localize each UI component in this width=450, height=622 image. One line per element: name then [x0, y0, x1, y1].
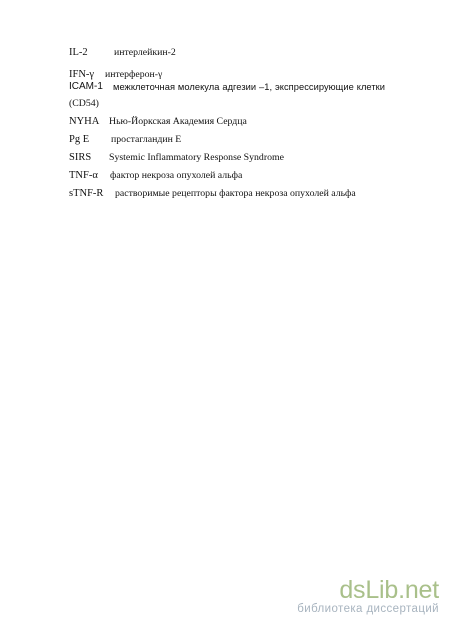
abbreviation-term: ICAM-1: [69, 81, 103, 92]
abbreviation-term: Pg E: [69, 134, 90, 145]
abbreviation-row-nyha: [69, 116, 247, 128]
abbreviation-meaning-continuation: (CD54): [69, 98, 99, 109]
abbreviation-term: NYHA: [69, 116, 100, 127]
abbreviation-meaning: фактор некроза опухолей альфа: [110, 170, 243, 181]
abbreviation-meaning: Systemic Inflammatory Response Syndrome: [109, 152, 284, 163]
abbreviation-term: TNF-α: [69, 170, 98, 181]
abbreviation-meaning: интерферон-γ: [105, 69, 163, 80]
watermark-logo: dsLib.net: [339, 576, 439, 604]
abbreviation-meaning: простагландин Е: [111, 134, 182, 145]
abbreviation-row-il2: [69, 47, 176, 59]
abbreviation-row-cd54: [69, 98, 99, 110]
abbreviation-row-sirs: [69, 152, 284, 164]
abbreviation-meaning: растворимые рецепторы фактора некроза опухолей альфа: [115, 188, 356, 199]
site-watermark: [297, 577, 439, 616]
watermark-subtitle: библиотека диссертаций: [297, 603, 439, 615]
abbreviation-row-icam: [69, 81, 385, 93]
abbreviation-term: SIRS: [69, 152, 92, 163]
abbreviation-term: sTNF-R: [69, 188, 104, 199]
abbreviation-meaning: Нью-Йоркская Академия Сердца: [109, 116, 247, 127]
abbreviation-row-ifn: [69, 69, 162, 81]
abbreviation-meaning: интерлейкин-2: [114, 47, 176, 58]
abbreviation-row-tnf: [69, 170, 242, 182]
abbreviation-term: IFN-γ: [69, 69, 95, 80]
abbreviation-row-stnf: [69, 188, 356, 200]
abbreviation-meaning: межклеточная молекула адгезии –1, экспрессирующие клетки: [113, 82, 385, 92]
abbreviation-term: IL-2: [69, 47, 88, 58]
abbreviation-row-pge: [69, 134, 181, 146]
